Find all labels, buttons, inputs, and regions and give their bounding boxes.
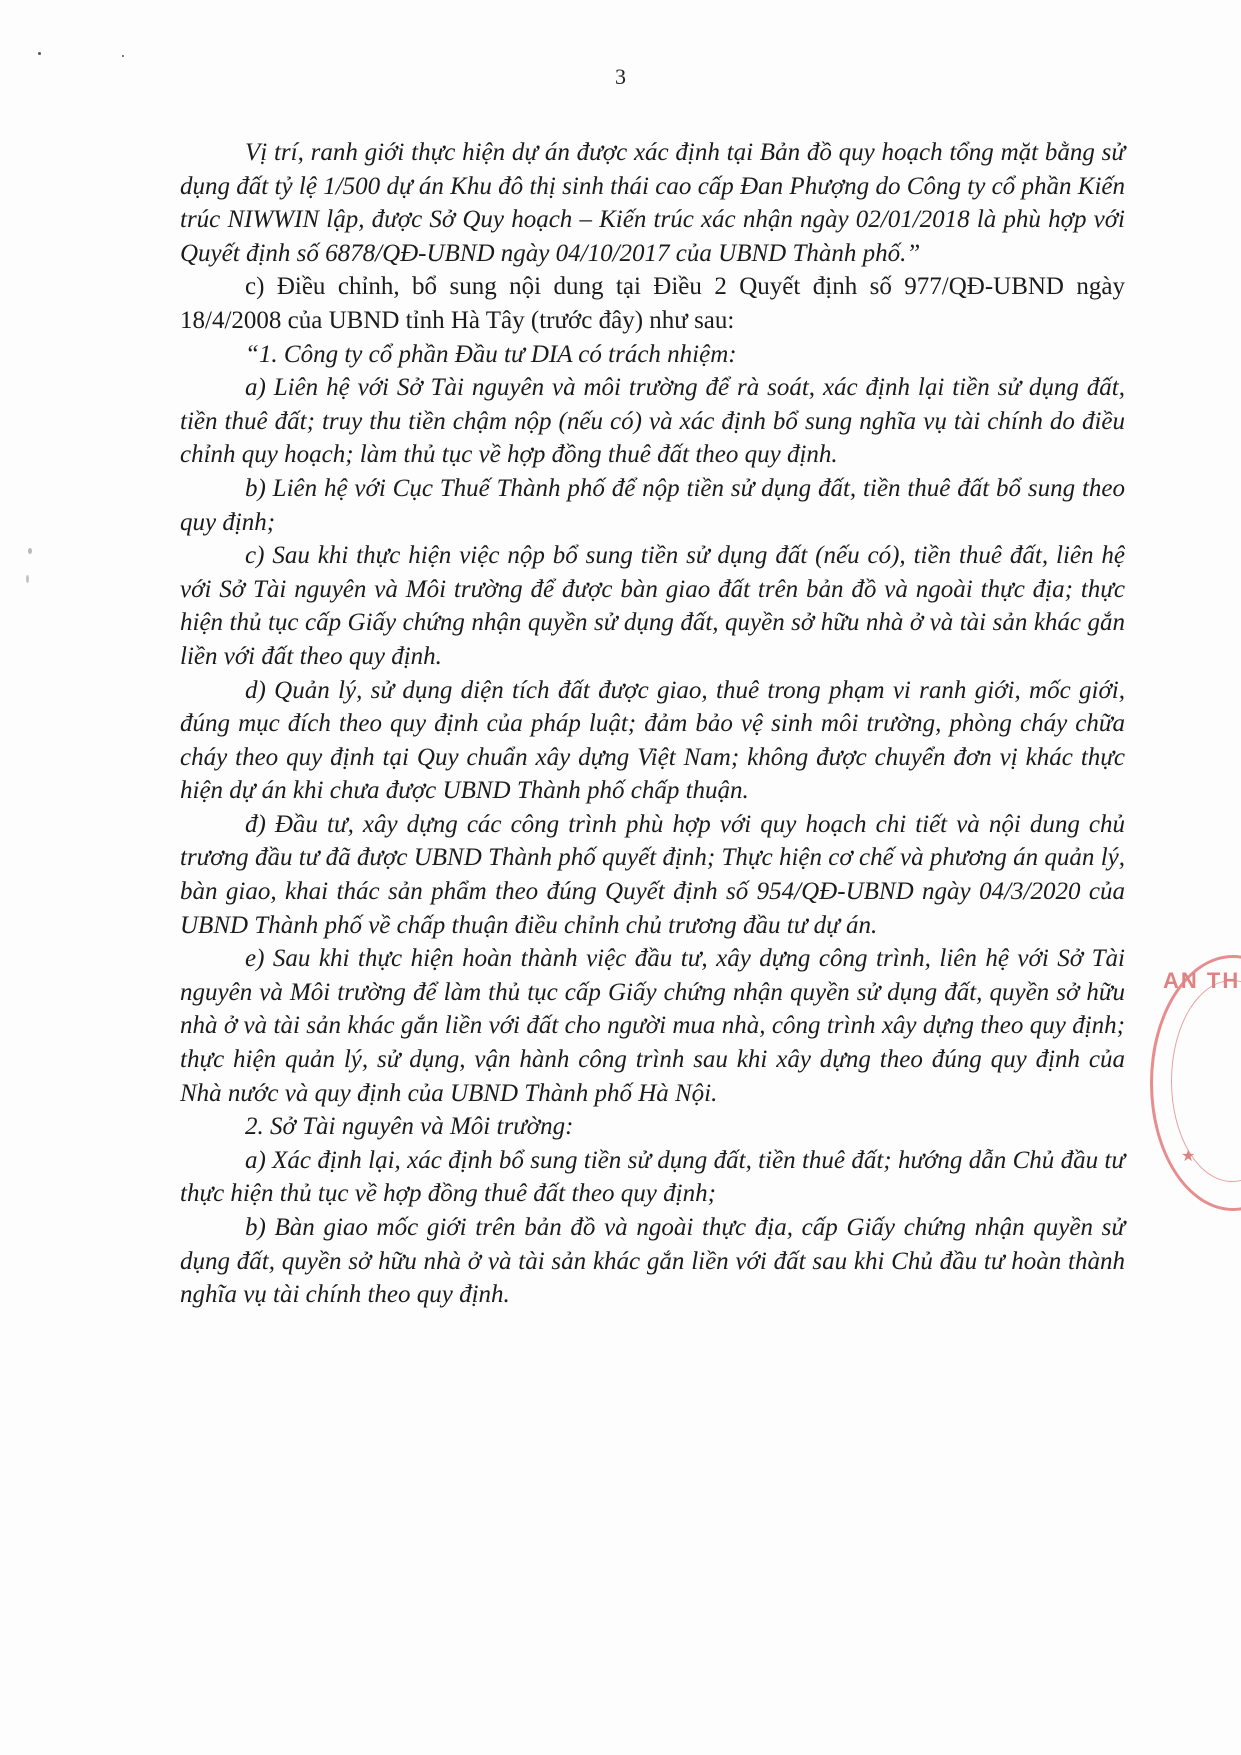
paragraph-item-d: d) Quản lý, sử dụng diện tích đất được giao, thuê trong phạm vi ranh giới, mốc giới, đúng mục đích theo quy định của pháp luật; đảm bảo vệ sinh môi trường, phòng cháy chữa cháy theo quy định tại Quy chuẩn xây dựng Việt Nam; không được chuyển đơn vị khác thực hiện dự án khi chưa được UBND Thành phố chấp thuận. [180,676,1125,805]
scan-speck [122,55,124,57]
paragraph-item-dd: đ) Đầu tư, xây dựng các công trình phù hợp với quy hoạch chi tiết và nội dung chủ trương đầu tư đã được UBND Thành phố quyết định; Thực hiện cơ chế và phương án quản lý, bàn giao, khai thác sản phẩm theo đúng Quyết định số 954/QĐ-UBND ngày 04/3/2020 của UBND Thành phố về chấp thuận điều chỉnh chủ trương đầu tư dự án. [180,810,1125,939]
scan-speck [38,52,41,55]
paragraph-department-heading: 2. Sở Tài nguyên và Môi trường: [245,1113,574,1141]
paragraph-item-b: b) Liên hệ với Cục Thuế Thành phố để nộp tiền sử dụng đất, tiền thuê đất bổ sung theo quy định; [180,474,1125,536]
seal-text: AN TH [1163,968,1241,993]
paragraph-location-clause: Vị trí, ranh giới thực hiện dự án được xác định tại Bản đồ quy hoạch tổng mặt bằng sử dụng đất tỷ lệ 1/500 dự án Khu đô thị sinh thái cao cấp Đan Phượng do Công ty cổ phần Kiến trúc NIWWIN lập, được Sở Quy hoạch – Kiến trúc xác nhận ngày 02/01/2018 là phù hợp với Quyết định số 6878/QĐ-UBND ngày 04/10/2017 của UBND Thành phố.” [180,139,1125,267]
scan-speck [26,575,29,583]
paragraph-amendment-c: c) Điều chỉnh, bổ sung nội dung tại Điều 2 Quyết định số 977/QĐ-UBND ngày 18/4/2008 của UBND tỉnh Hà Tây (trước đây) như sau: [180,273,1125,334]
paragraph-dept-item-a: a) Xác định lại, xác định bổ sung tiền sử dụng đất, tiền thuê đất; hướng dẫn Chủ đầu tư thực hiện thủ tục về hợp đồng thuê đất theo quy định; [180,1146,1125,1208]
red-seal-stamp [1150,955,1241,1211]
scan-speck [28,548,32,554]
paragraph-item-e: e) Sau khi thực hiện hoàn thành việc đầu tư, xây dựng công trình, liên hệ với Sở Tài nguyên và Môi trường để làm thủ tục cấp Giấy chứng nhận quyền sử dụng đất, quyền sở hữu nhà ở và tài sản khác gắn liền với đất cho người mua nhà, công trình xây dựng theo quy định; thực hiện quản lý, sử dụng, vận hành công trình sau khi xây dựng theo đúng quy định của Nhà nước và quy định của UBND Thành phố Hà Nội. [180,945,1125,1107]
document-body [180,136,1125,1312]
seal-star-icon: ★ [1181,1148,1196,1165]
page-number: 3 [615,64,626,89]
paragraph-item-a: a) Liên hệ với Sở Tài nguyên và môi trường để rà soát, xác định lại tiền sử dụng đất, tiền thuê đất; truy thu tiền chậm nộp (nếu có) và xác định bổ sung nghĩa vụ tài chính do điều chỉnh quy hoạch; làm thủ tục về hợp đồng thuê đất theo quy định. [180,374,1125,469]
paragraph-item-c: c) Sau khi thực hiện việc nộp bổ sung tiền sử dụng đất (nếu có), tiền thuê đất, liên hệ với Sở Tài nguyên và Môi trường để được bàn giao đất trên bản đồ và ngoài thực địa; thực hiện thủ tục cấp Giấy chứng nhận quyền sử dụng đất, quyền sở hữu nhà ở và tài sản khác gắn liền với đất theo quy định. [180,542,1125,670]
paragraph-company-responsibility: “1. Công ty cổ phần Đầu tư DIA có trách nhiệm: [245,340,737,368]
paragraph-dept-item-b: b) Bàn giao mốc giới trên bản đồ và ngoài thực địa, cấp Giấy chứng nhận quyền sử dụng đất, quyền sở hữu nhà ở và tài sản khác gắn liền với đất sau khi Chủ đầu tư hoàn thành nghĩa vụ tài chính theo quy định. [180,1214,1125,1309]
